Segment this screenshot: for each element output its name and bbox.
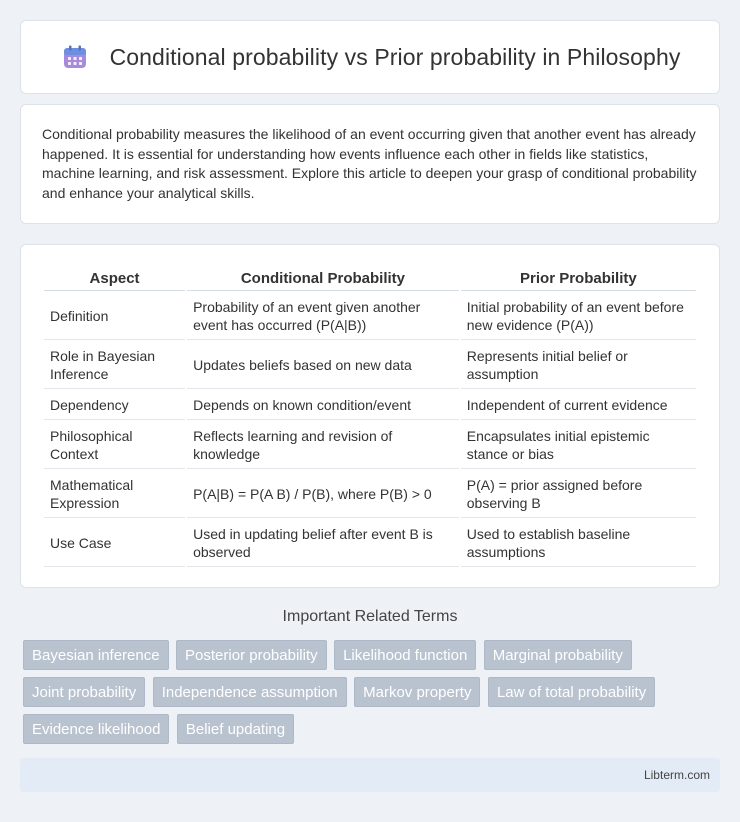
table-row [44, 422, 696, 469]
table-cell: Philosophical Context [44, 422, 185, 469]
related-term-tag[interactable]: Independence assumption [153, 677, 347, 707]
related-term-tag[interactable]: Belief updating [177, 714, 294, 744]
related-term-tag[interactable]: Marginal probability [484, 640, 632, 670]
footer-site-link[interactable]: Libterm.com [643, 768, 710, 782]
table-cell: P(A|B) = P(A B) / P(B), where P(B) > 0 [187, 471, 459, 518]
related-term-tag[interactable]: Posterior probability [176, 640, 327, 670]
table-cell: Probability of an event given another event has occurred (P(A|B)) [187, 293, 459, 340]
intro-card [20, 104, 720, 224]
related-term-tag[interactable]: Joint probability [23, 677, 145, 707]
table-cell: Dependency [44, 391, 185, 420]
table-row [44, 293, 696, 340]
related-term-tag[interactable]: Law of total probability [488, 677, 655, 707]
related-term-tag[interactable]: Likelihood function [334, 640, 476, 670]
related-terms-list [23, 640, 723, 751]
calendar-icon [60, 42, 90, 72]
table-cell: Updates beliefs based on new data [187, 342, 459, 389]
header-card [20, 20, 720, 94]
table-cell: Independent of current evidence [461, 391, 696, 420]
footer [20, 758, 720, 792]
table-cell: Represents initial belief or assumption [461, 342, 696, 389]
table-cell: Use Case [44, 520, 185, 567]
table-row [44, 471, 696, 518]
table-cell: Reflects learning and revision of knowledge [187, 422, 459, 469]
comparison-table [42, 263, 698, 569]
comparison-table-card [20, 244, 720, 588]
column-header: Aspect [44, 265, 185, 291]
related-terms-title: Important Related Terms [282, 608, 458, 625]
table-cell: Used in updating belief after event B is observed [187, 520, 459, 567]
table-cell: P(A) = prior assigned before observing B [461, 471, 696, 518]
table-header-row [44, 265, 696, 291]
table-cell: Definition [44, 293, 185, 340]
table-cell: Initial probability of an event before new evidence (P(A)) [461, 293, 696, 340]
column-header: Conditional Probability [187, 265, 459, 291]
table-cell: Encapsulates initial epistemic stance or bias [461, 422, 696, 469]
related-term-tag[interactable]: Markov property [354, 677, 480, 707]
table-cell: Role in Bayesian Inference [44, 342, 185, 389]
page-title: Conditional probability vs Prior probability in Philosophy [109, 43, 681, 70]
related-term-tag[interactable]: Bayesian inference [23, 640, 169, 670]
column-header: Prior Probability [461, 265, 696, 291]
table-row [44, 342, 696, 389]
table-cell: Depends on known condition/event [187, 391, 459, 420]
table-row [44, 520, 696, 567]
table-row [44, 391, 696, 420]
related-term-tag[interactable]: Evidence likelihood [23, 714, 169, 744]
table-cell: Used to establish baseline assumptions [461, 520, 696, 567]
intro-text: Conditional probability measures the likelihood of an event occurring given that another event has already happened. It is essential for understanding how events influence each other in fields like statistics, machine learning, and risk assessment. Explore this article to deepen your grasp of conditional probability and enhance your analytical skills. [42, 126, 697, 201]
table-cell: Mathematical Expression [44, 471, 185, 518]
